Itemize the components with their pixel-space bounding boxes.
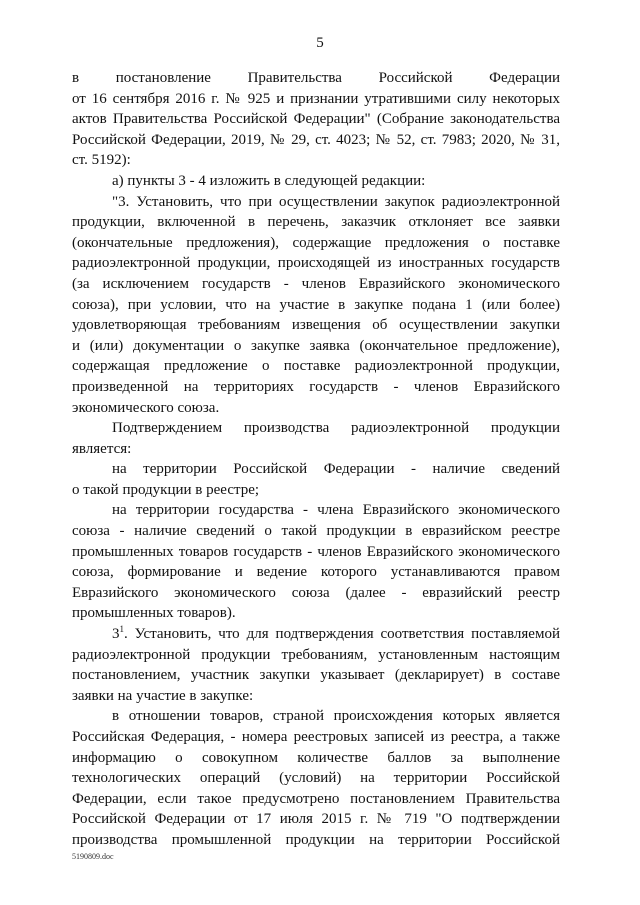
text-line-content: технологических операций (условий) на территории Российской (72, 770, 560, 787)
text-line (72, 727, 560, 748)
text-line-content: радиоэлектронной продукции требованиям, установленным настоящим (72, 646, 560, 663)
text-line-content: Российской Федерации от 17 июля 2015 г. № 719 "О подтверждении (72, 811, 560, 828)
text-line (72, 171, 560, 192)
text-line (72, 562, 560, 583)
text-line-content: производства промышленной продукции на территории Российской (72, 831, 560, 848)
text-line (72, 418, 560, 439)
text-line (72, 686, 560, 707)
text-line-content: радиоэлектронной продукции, происходящей из иностранных государств (72, 255, 560, 272)
text-line (72, 377, 560, 398)
text-line (72, 521, 560, 542)
text-line-content: Российской Федерации, 2019, № 29, ст. 4023; № 52, ст. 7983; 2020, № 31, (72, 131, 560, 148)
text-line (72, 830, 560, 851)
text-line (72, 706, 560, 727)
text-line-content: ст. 5192): (72, 152, 131, 169)
text-line-content: 3 (112, 626, 120, 643)
text-line (72, 336, 560, 357)
text-line (72, 295, 560, 316)
text-line-content: союза, формирование и ведение которого устанавливаются правом (72, 564, 560, 581)
text-line-content: произведенной на территориях государств - членов Евразийского (72, 378, 560, 395)
text-line-content: информацию о совокупном количестве баллов за выполнение (72, 749, 560, 766)
text-line (72, 150, 560, 171)
text-line-content: Евразийского экономического союза (далее - евразийский реестр (72, 584, 560, 601)
text-line-content: о такой продукции в реестре; (72, 481, 260, 498)
text-line-content: в отношении товаров, страной происхождения которых является (112, 708, 560, 725)
text-line (72, 809, 560, 830)
text-line-content: заявки на участие в закупке: (72, 687, 254, 704)
text-line (72, 645, 560, 666)
text-line-content: Подтверждением производства радиоэлектронной продукции (112, 420, 560, 437)
text-line (72, 583, 560, 604)
text-line (72, 89, 560, 110)
text-line-content: (окончательные предложения), содержащие предложения о поставке (72, 234, 560, 251)
text-line-content: союза - наличие сведений о такой продукции в евразийском реестре (72, 523, 560, 540)
text-line (72, 130, 560, 151)
document-file-reference: 5190809.doc (72, 852, 114, 861)
text-line (72, 109, 560, 130)
text-line-content: содержащая предложение о поставке радиоэлектронной продукции, (72, 358, 560, 375)
text-line (72, 439, 560, 460)
text-line-continuation: . Установить, что для подтверждения соответствия поставляемой (124, 626, 560, 643)
text-line-content: от 16 сентября 2016 г. № 925 и признании утратившими силу некоторых (72, 90, 560, 107)
text-line (72, 624, 560, 645)
text-line-content: промышленных товаров). (72, 605, 236, 622)
text-line-content: постановлением, участник закупки указывает (декларирует) в составе (72, 667, 560, 684)
text-line (72, 459, 560, 480)
text-line-content: промышленных товаров государств - членов Евразийского экономического (72, 543, 560, 560)
text-line-content: продукции, включенной в перечень, заказчик отклоняет все заявки (72, 214, 560, 231)
text-line (72, 748, 560, 769)
text-line-content: на территории Российской Федерации - наличие сведений (112, 461, 560, 478)
text-line (72, 356, 560, 377)
text-line (72, 398, 560, 419)
text-line (72, 233, 560, 254)
text-line (72, 665, 560, 686)
text-line-content: в постановление Правительства Российской Федерации (72, 70, 560, 86)
text-line-content: а) пункты 3 - 4 изложить в следующей редакции: (112, 172, 426, 189)
text-line-content: является: (72, 440, 132, 457)
page-number: 5 (316, 35, 324, 51)
text-line (72, 768, 560, 789)
text-line (72, 212, 560, 233)
text-line (72, 500, 560, 521)
text-line-content: "3. Установить, что при осуществлении закупок радиоэлектронной (112, 193, 560, 210)
text-line-content: экономического союза. (72, 399, 220, 416)
text-line (72, 542, 560, 563)
text-line-content: (за исключением государств - членов Евразийского экономического (72, 275, 560, 292)
text-line (72, 192, 560, 213)
text-line-content: и (или) документации о закупке заявка (окончательное предложение), (72, 337, 560, 354)
text-line-content: союза), при условии, что на участие в закупке подана 1 (или более) (72, 296, 560, 313)
text-line-content: Федерации, если такое предусмотрено постановлением Правительства (72, 790, 560, 807)
text-line (72, 603, 560, 624)
text-line (72, 274, 560, 295)
text-line-content: Российская Федерация, - номера реестровых записей из реестра, а также (72, 729, 560, 745)
text-line-content: актов Правительства Российской Федерации" (Собрание законодательства (72, 111, 560, 128)
text-line-content: на территории государства - члена Евразийского экономического (112, 502, 560, 519)
text-line (72, 68, 560, 89)
text-line-content: удовлетворяющая требованиям извещения об осуществлении закупки (72, 317, 560, 334)
text-line (72, 789, 560, 810)
superscript: 1 (119, 624, 124, 635)
text-line (72, 480, 560, 501)
document-body (72, 68, 560, 851)
text-line (72, 315, 560, 336)
text-line (72, 253, 560, 274)
